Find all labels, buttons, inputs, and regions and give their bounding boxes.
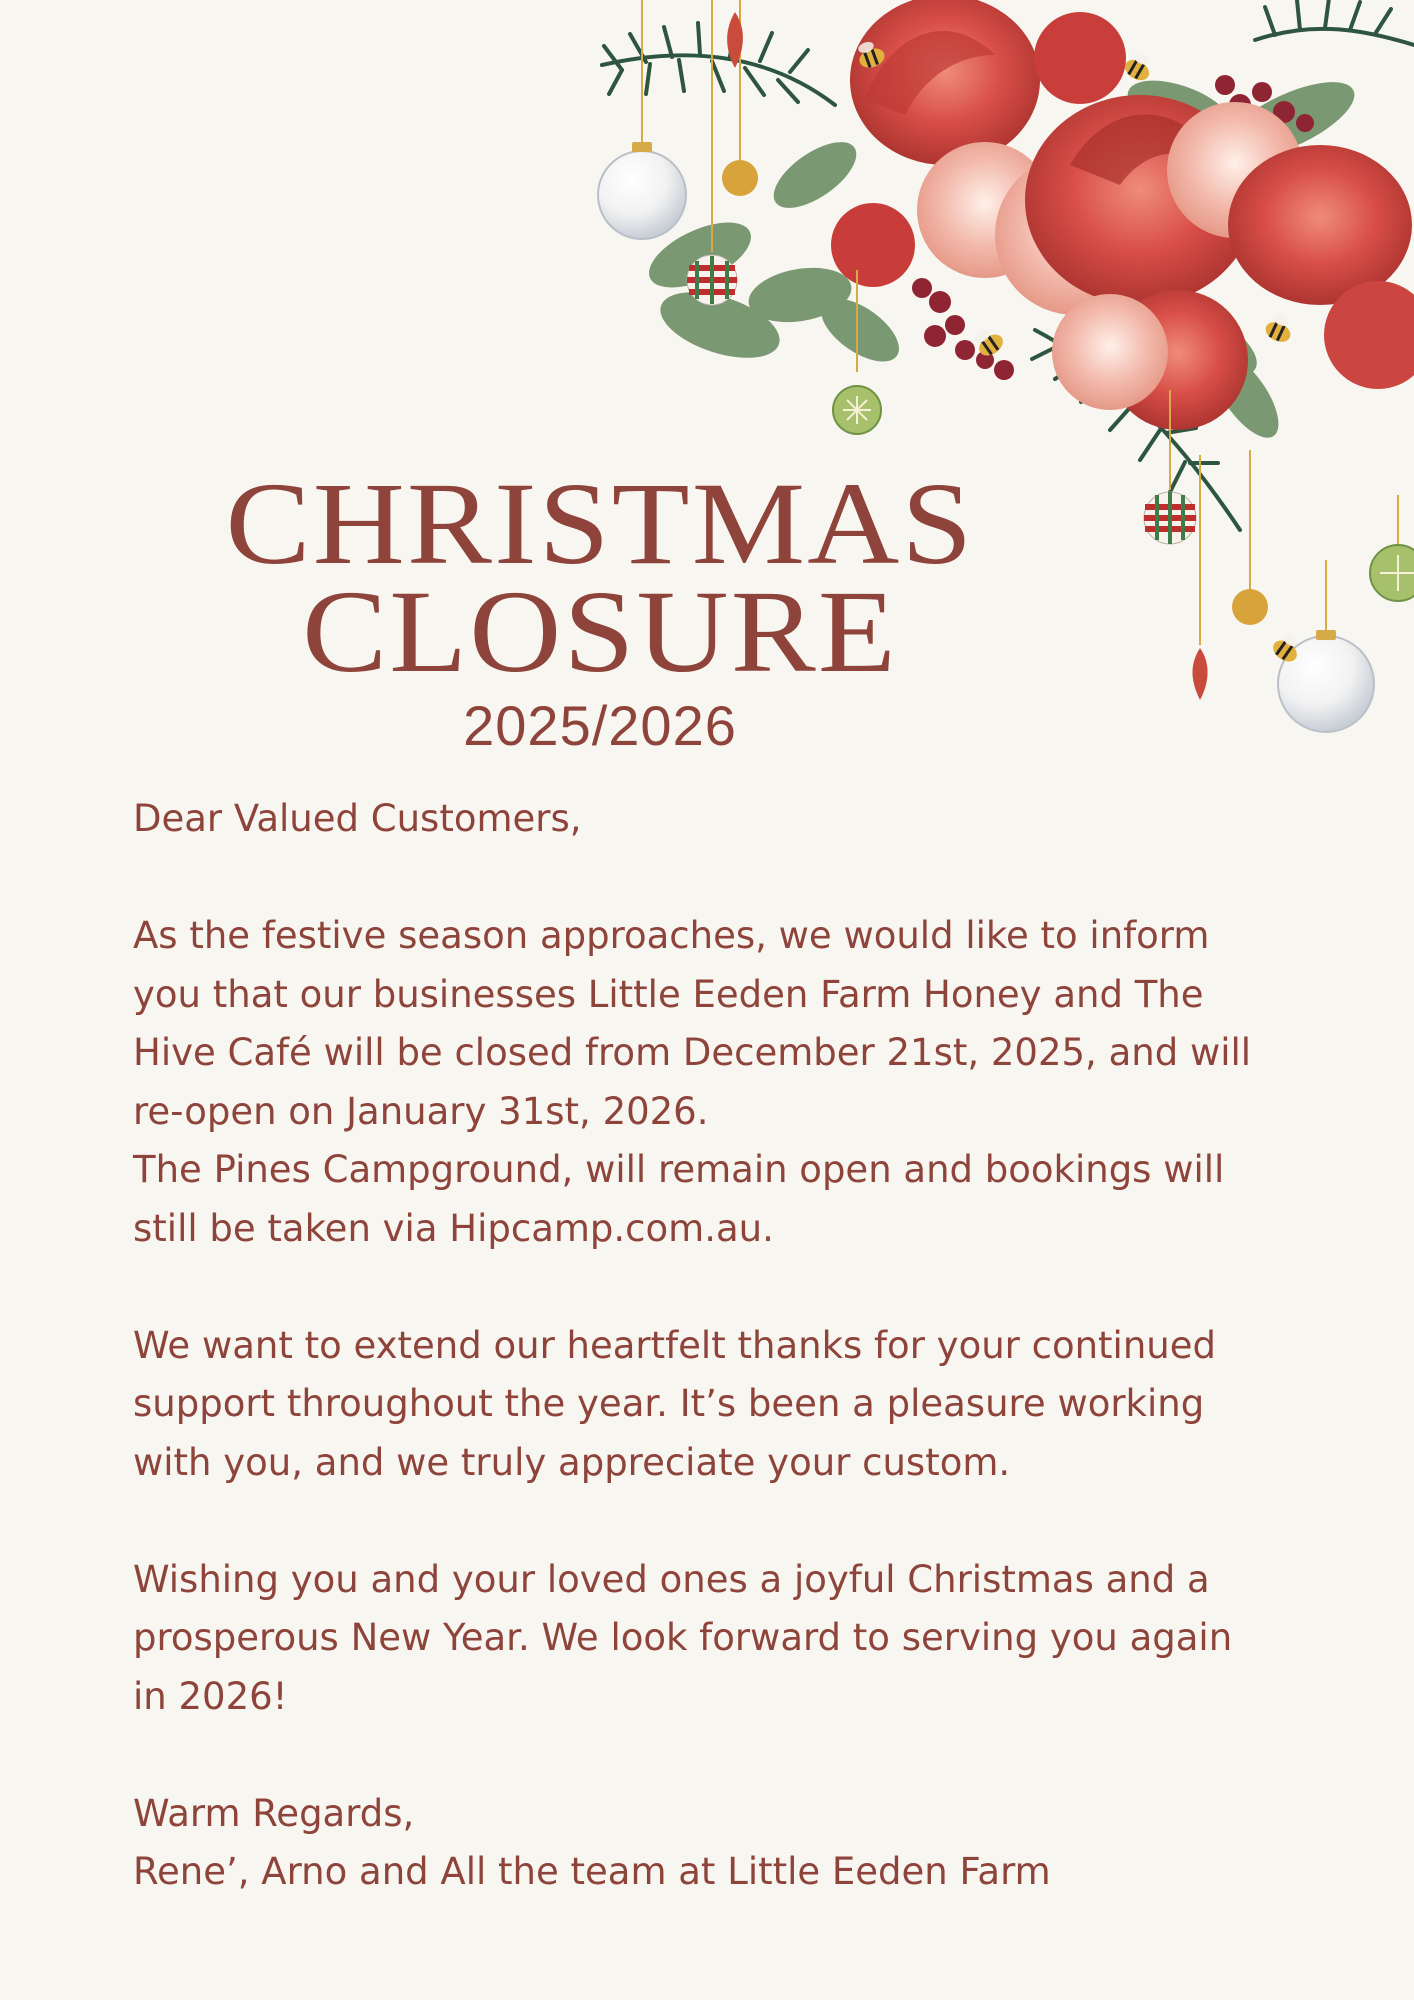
paragraph-1-line-1: As the festive season approaches, we would like to inform (133, 914, 1210, 957)
paragraph-1-line-3: Hive Café will be closed from December 21st, 2025, and will (133, 1031, 1252, 1074)
paragraph-3-line-3: in 2026! (133, 1674, 288, 1718)
paragraph-spacer (133, 1258, 1303, 1317)
closure-year: 2025/2026 (463, 694, 737, 757)
paragraph-spacer (133, 1726, 1303, 1785)
paragraph-2-line-1: We want to extend our heartfelt thanks for your continued (133, 1323, 1216, 1367)
title-line-2: CLOSURE (302, 566, 898, 697)
page-title (0, 458, 1200, 697)
paragraph-1-line-4: re-open on January 31st, 2026. (133, 1089, 709, 1133)
closing: Warm Regards, (133, 1791, 415, 1835)
paragraph-3-line-2: prosperous New Year. We look forward to serving you again (133, 1616, 1233, 1659)
paragraph-1-line-6: still be taken via Hipcamp.com.au. (133, 1206, 774, 1250)
greeting: Dear Valued Customers, (133, 797, 582, 840)
signature: Rene’, Arno and All the team at Little Eeden Farm (133, 1850, 1051, 1893)
paragraph-spacer (133, 849, 1303, 908)
watercolor-flowers (831, 0, 1414, 430)
paragraph-3-line-1: Wishing you and your loved ones a joyful Christmas and a (133, 1557, 1210, 1601)
paragraph-2-line-2: support throughout the year. It’s been a pleasure working (133, 1382, 1205, 1425)
paragraph-1-line-5: The Pines Campground, will remain open and bookings will (133, 1148, 1225, 1191)
letter-body (133, 790, 1303, 1902)
paragraph-spacer (133, 1492, 1303, 1551)
title-line-1: CHRISTMAS (225, 458, 975, 589)
paragraph-2-line-3: with you, and we truly appreciate your custom. (133, 1440, 1011, 1484)
paragraph-1-line-2: you that our businesses Little Eeden Farm Honey and The (133, 972, 1204, 1016)
closure-title-block (0, 458, 1200, 757)
